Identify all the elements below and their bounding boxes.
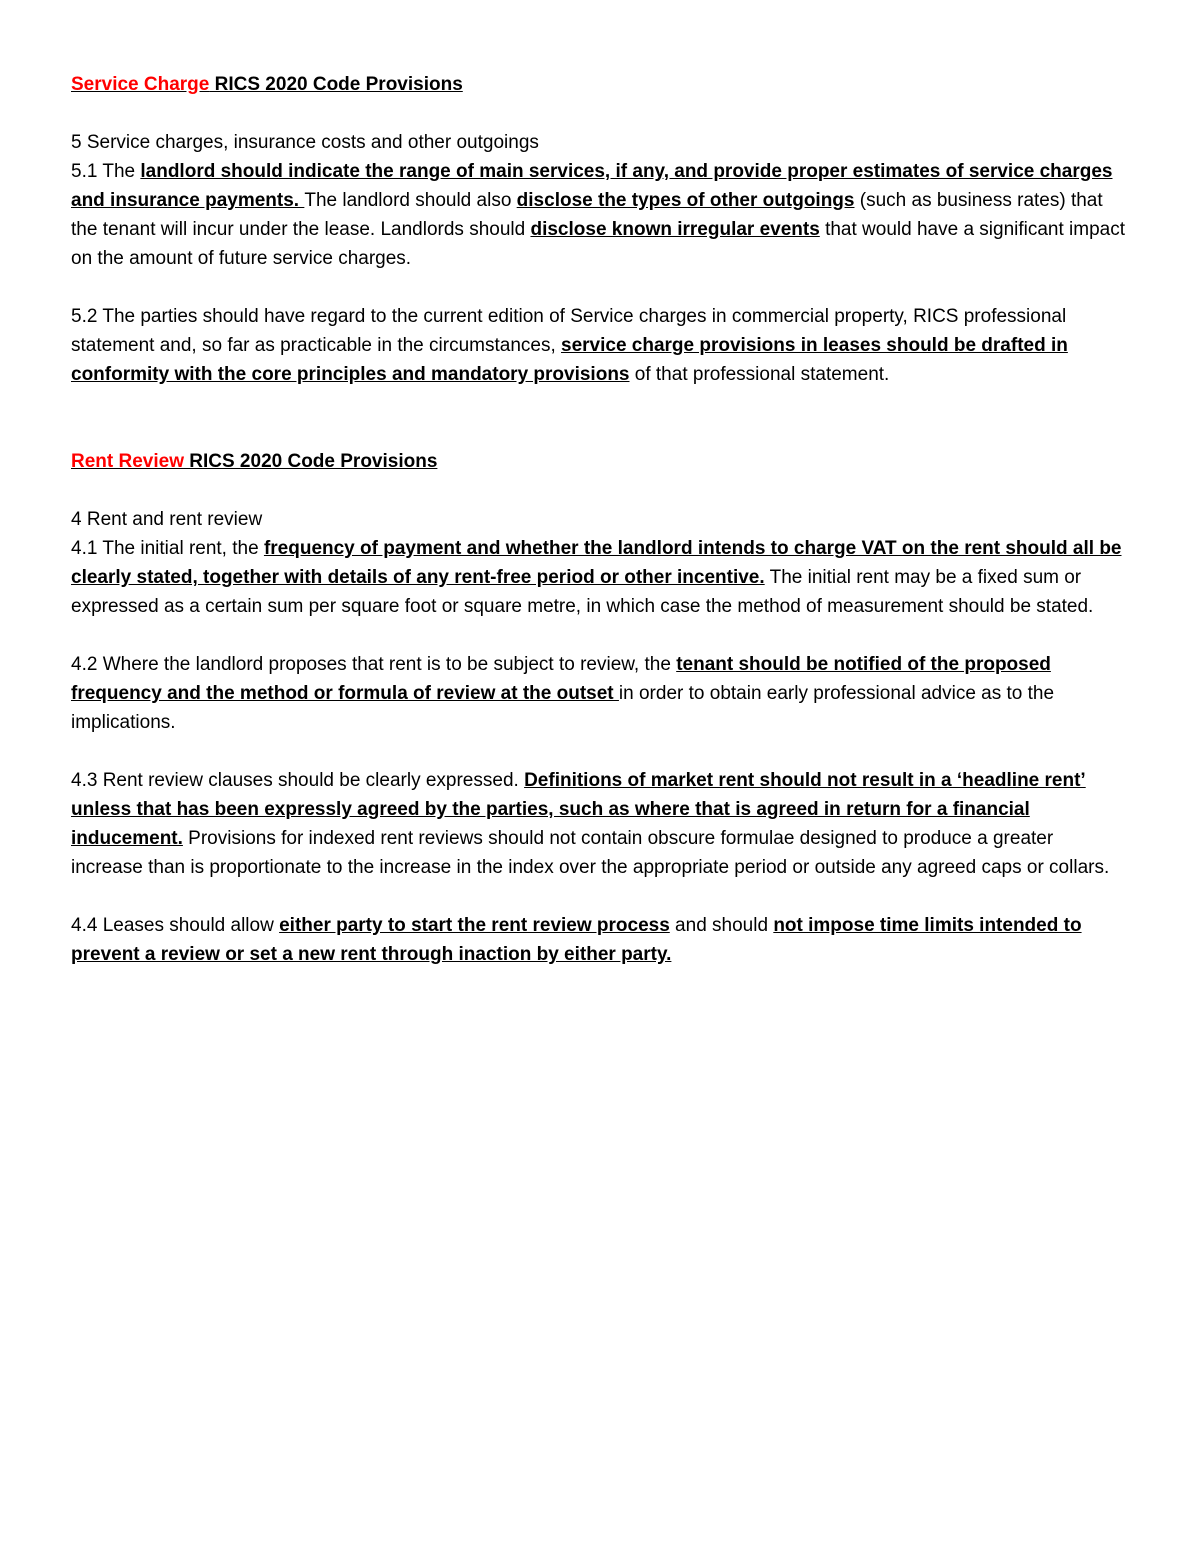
emphasized-text: landlord should indicate the range of main services, if any, and provide proper estimates of service charges and insurance payments. xyxy=(71,161,1113,211)
paragraph-4-3 xyxy=(71,766,1129,882)
paragraph-text: and should xyxy=(669,915,774,936)
paragraph-text: 4.1 The initial rent, the xyxy=(71,538,264,559)
paragraph-text: that would have a significant impact on the amount of future service charges. xyxy=(71,219,1126,269)
service-charge-heading xyxy=(71,70,1129,99)
emphasized-text: disclose known irregular events xyxy=(530,219,820,240)
emphasized-text: frequency of payment and whether the landlord intends to charge VAT on the rent should all be clearly stated, together with details of any rent-free period or other incentive. xyxy=(71,538,1122,588)
paragraph-4-4 xyxy=(71,911,1129,969)
service-charge-heading-rest: RICS 2020 Code Provisions xyxy=(209,74,463,95)
paragraph-text: 5.2 The parties should have regard to the current edition of Service charges in commercial property, RICS professional statement and, so far as practicable in the circumstances, xyxy=(71,306,1067,356)
paragraph-text: 4.4 Leases should allow xyxy=(71,915,280,936)
paragraph-text: in order to obtain early professional advice as to the implications. xyxy=(71,683,1055,733)
emphasized-text: disclose the types of other outgoings xyxy=(516,190,855,211)
paragraph-text: 4.2 Where the landlord proposes that rent is to be subject to review, the xyxy=(71,654,677,675)
emphasized-text: Definitions of market rent should not result in a ‘headline rent’ unless that has been expressly agreed by the parties, such as where that is agreed in return for a financial inducement. xyxy=(71,770,1086,849)
paragraph-text: (such as business rates) that the tenant will incur under the lease. Landlords should xyxy=(71,190,1103,240)
paragraph-4-2 xyxy=(71,650,1129,737)
paragraph-4-1 xyxy=(71,534,1129,621)
service-charge-heading-accent: Service Charge xyxy=(71,74,210,95)
paragraph-text: The initial rent may be a fixed sum or expressed as a certain sum per square foot or square metre, in which case the method of measurement should be stated. xyxy=(71,567,1094,617)
paragraph-text: of that professional statement. xyxy=(629,364,890,385)
emphasized-text: tenant should be notified of the proposed frequency and the method or formula of review at the outset xyxy=(71,654,1051,704)
rent-review-heading xyxy=(71,447,1129,476)
rent-review-section-title: 4 Rent and rent review xyxy=(71,509,263,530)
document-page xyxy=(71,70,1129,969)
paragraph-text: Provisions for indexed rent reviews should not contain obscure formulae designed to produce a greater increase than is proportionate to the increase in the index over the appropriate period or outside any agreed caps or collars. xyxy=(71,828,1110,878)
paragraph-text: 4.3 Rent review clauses should be clearly expressed. xyxy=(71,770,525,791)
rent-review-heading-rest: RICS 2020 Code Provisions xyxy=(183,451,438,472)
paragraph-text: The landlord should also xyxy=(304,190,517,211)
emphasized-text: not impose time limits intended to prevent a review or set a new rent through inaction by either party. xyxy=(71,915,1082,965)
paragraph-5-2 xyxy=(71,302,1129,389)
paragraph-5-1 xyxy=(71,157,1129,273)
emphasized-text: service charge provisions in leases should be drafted in conformity with the core principles and mandatory provisions xyxy=(71,335,1068,385)
paragraph-text: 5.1 The xyxy=(71,161,141,182)
emphasized-text: either party to start the rent review process xyxy=(279,915,670,936)
service-charge-section-title: 5 Service charges, insurance costs and other outgoings xyxy=(71,132,539,153)
rent-review-heading-accent: Rent Review xyxy=(71,451,184,472)
